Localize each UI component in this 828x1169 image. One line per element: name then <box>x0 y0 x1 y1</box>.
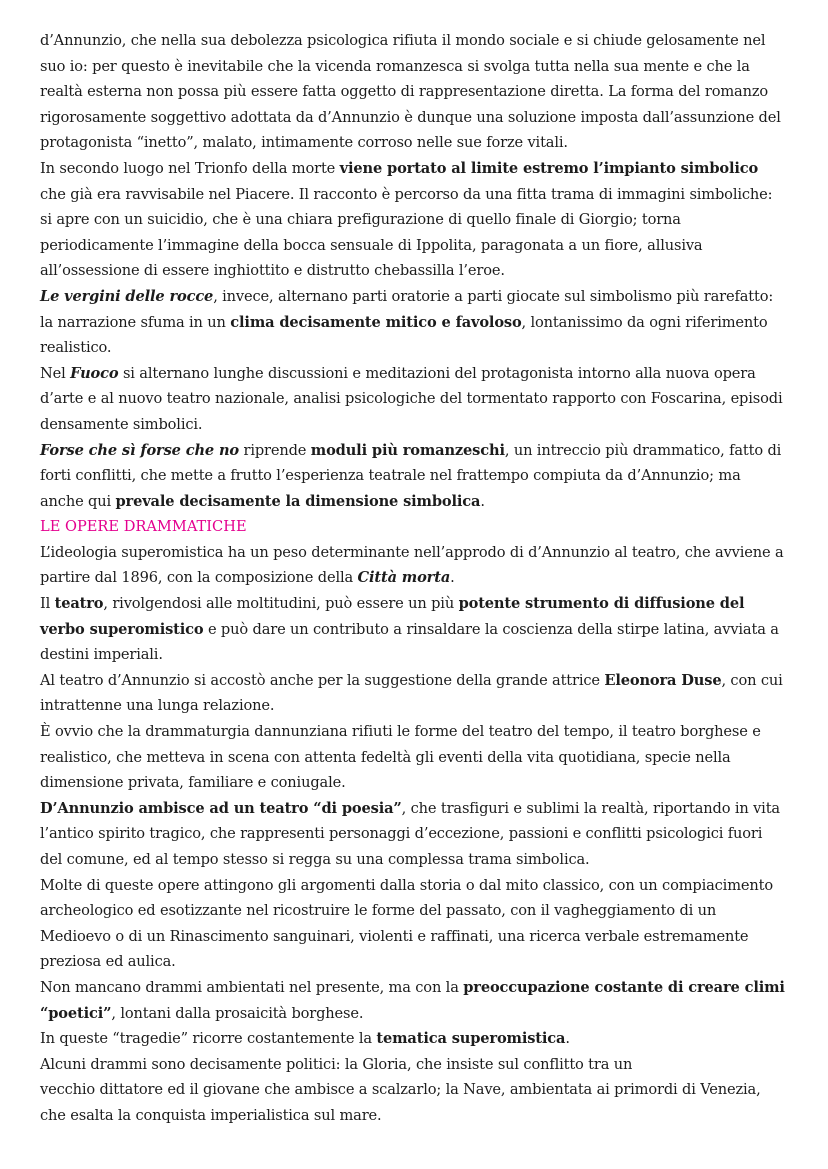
bold-phrase: moduli più romanzeschi <box>310 441 505 459</box>
section-heading-opere-drammatiche: LE OPERE DRAMMATICHE <box>40 518 247 536</box>
bold-phrase: D’Annunzio ambisce ad un teatro “di poesia” <box>40 799 402 817</box>
title-fuoco: Fuoco <box>70 364 119 382</box>
bold-phrase: preoccupazione costante di creare climi “poetici” <box>40 978 785 1022</box>
paragraph-trionfo-della-morte: In secondo luogo nel Trionfo della morte viene portato al limite estremo l’impianto simbolico che già era ravvisabile nel Piacere. Il racconto è percorso da una fitta trama di immagini simboliche: si apre con un suicidio, che è una chiara prefigurazione di quello finale di Giorgio; torna periodicamente l’immagine della bocca sensuale di Ippolita, paragonata a un fiore, allusiva all’ossessione di essere inghiottito e distrutto chebassilla l’eroe. <box>40 159 773 280</box>
title-vergini-delle-rocce: Le vergini delle rocce <box>40 287 214 305</box>
bold-phrase: prevale decisamente la dimensione simbolica <box>115 492 481 510</box>
paragraph-fuoco: Nel Fuoco si alternano lunghe discussioni e meditazioni del protagonista intorno alla nuova opera d’arte e al nuovo teatro nazionale, analisi psicologiche del tormentato rapporto con Foscarina, episodi densamente simbolici. <box>40 364 783 433</box>
paragraph-ideologia-superomistica: L’ideologia superomistica ha un peso determinante nell’approdo di d’Annunzio al teatro, che avviene a partire dal 1896, con la composizione della Città morta. <box>40 543 784 587</box>
bold-phrase: teatro <box>54 595 104 613</box>
paragraph-eleonora-duse: Al teatro d’Annunzio si accostò anche per la suggestione della grande attrice Eleonora Duse, con cui intrattenne una lunga relazione. <box>40 671 783 715</box>
paragraph-inetto: d’Annunzio, che nella sua debolezza psicologica rifiuta il mondo sociale e si chiude gelosamente nel suo io: per questo è inevitabile che la vicenda romanzesca si svolga tutta nella sua mente e che la realtà esterna non possa più essere fatta oggetto di rappresentazione diretta. La forma del romanzo rigorosamente soggettivo adottata da d’Annunzio è dunque una soluzione imposta dall’assunzione del protagonista “inetto”, malato, intimamente corroso nelle sue forze vitali. <box>40 32 781 152</box>
bold-phrase: clima decisamente mitico e favoloso <box>230 313 522 331</box>
paragraph-teatro-di-poesia: D’Annunzio ambisce ad un teatro “di poesia”, che trasfiguri e sublimi la realtà, riportando in vita l’antico spirito tragico, che rappresenti personaggi d’eccezione, passioni e conflitti psicologici fuori del comune, ed al tempo stesso si regga su una complessa trama simbolica. <box>40 799 780 868</box>
bold-phrase: viene portato al limite estremo l’impianto simbolico <box>339 159 759 177</box>
bold-phrase: tematica superomistica <box>376 1030 566 1048</box>
bold-phrase: Eleonora Duse <box>604 671 722 689</box>
paragraph-forse-che-si: Forse che sì forse che no riprende moduli più romanzeschi, un intreccio più drammatico, fatto di forti conflitti, che mette a frutto l’esperienza teatrale nel frattempo compiuta da d’Annunzio; ma anche qui prevale decisamente la dimensione simbolica. <box>40 441 782 510</box>
title-forse-che-si-forse-che-no: Forse che sì forse che no <box>40 441 240 459</box>
paragraph-drammi-presente: Non mancano drammi ambientati nel presente, ma con la preoccupazione costante di creare climi “poetici”, lontani dalla prosaicità borghese. <box>40 978 785 1022</box>
paragraph-storia-mito: Molte di queste opere attingono gli argomenti dalla storia o dal mito classico, con un compiacimento archeologico ed esotizzante nel ricostruire le forme del passato, con il vagheggiamento di un Medioevo o di un Rinascimento sanguinari, violenti e raffinati, una ricerca verbale estremamente preziosa ed aulica. <box>40 876 773 971</box>
paragraph-drammi-politici: Alcuni drammi sono decisamente politici: la Gloria, che insiste sul conflitto tra un vecchio dittatore ed il giovane che ambisce a scalzarlo; la Nave, ambientata ai primordi di Venezia, che esalta la conquista imperialistica sul mare. <box>40 1055 761 1124</box>
bold-phrase: potente strumento di diffusione del verbo superomistico <box>40 595 745 638</box>
paragraph-drammaturgia: È ovvio che la drammaturgia dannunziana rifiuti le forme del teatro del tempo, il teatro borghese e realistico, che metteva in scena con attenta fedeltà gli eventi della vita quotidiana, specie nella dimensione privata, familiare e coniugale. <box>40 723 761 792</box>
paragraph-teatro: Il teatro, rivolgendosi alle moltitudini, può essere un più potente strumento di diffusione del verbo superomistico e può dare un contributo a rinsaldare la coscienza della stirpe latina, avviata a destini imperiali. <box>40 595 779 664</box>
paragraph-tragedie: In queste “tragedie” ricorre costantemente la tematica superomistica. <box>40 1030 570 1048</box>
paragraph-vergini-delle-rocce: Le vergini delle rocce, invece, alternano parti oratorie a parti giocate sul simbolismo più rarefatto: la narrazione sfuma in un clima decisamente mitico e favoloso, lontanissimo da ogni riferimento realistico. <box>40 287 774 357</box>
title-citta-morta: Città morta <box>357 569 451 587</box>
